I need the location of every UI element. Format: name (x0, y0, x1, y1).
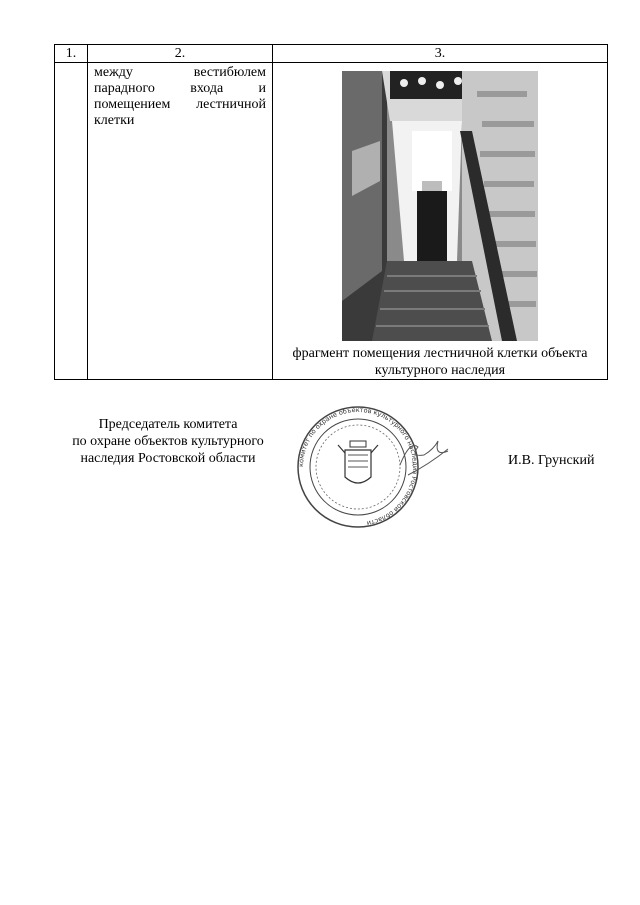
official-stamp (290, 405, 460, 530)
monument-table (54, 44, 608, 380)
element-description: между вестибюлем парадного входа и помещением лестничной клетки (94, 65, 266, 128)
header-col-2: 2. (88, 45, 273, 63)
signatory-name: И.В. Грунский (508, 453, 595, 468)
signatory-position (54, 416, 282, 467)
position-line-3: наследия Ростовской области (80, 451, 256, 466)
header-col-3: 3. (273, 45, 608, 63)
position-line-1: Председатель комитета (98, 417, 238, 432)
coat-of-arms-icon (338, 441, 378, 483)
description-cell (88, 63, 273, 380)
table-header-row (55, 45, 608, 63)
row-number-cell (55, 63, 88, 380)
table-row (55, 63, 608, 380)
header-col-1: 1. (55, 45, 88, 63)
photo-caption: фрагмент помещения лестничной клетки объекта культурного наследия (292, 346, 588, 378)
position-line-2: по охране объектов культурного (72, 434, 264, 449)
stamp-ring-text: комитет по охране объектов культурного наследия Ростовской области (296, 405, 420, 528)
photo-cell (273, 63, 608, 380)
staircase-photo (342, 71, 538, 341)
